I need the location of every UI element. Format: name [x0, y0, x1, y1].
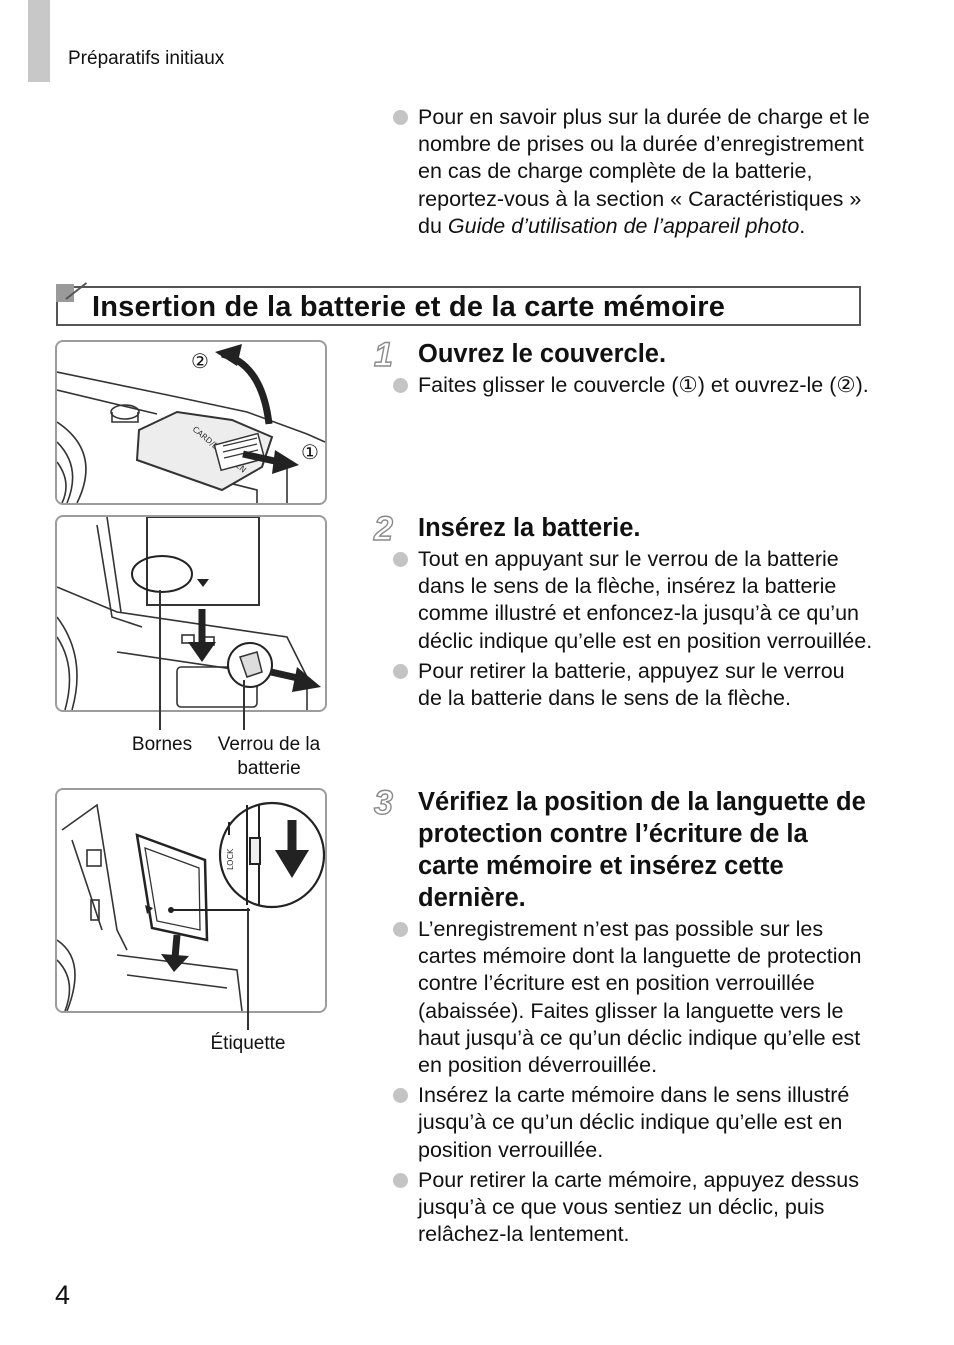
battery-lock-label: Verrou de la batterie [217, 734, 321, 779]
arrow-down-icon [188, 642, 216, 662]
step-number: 3 [374, 784, 393, 822]
intro-text: Pour en savoir plus sur la durée de charge et le nombre de prises ou la durée d’enregistrement en cas de charge complète de la batterie, reportez-vous à la section « Caractéristiques » du [418, 105, 870, 238]
step-bullet: Tout en appuyant sur le verrou de la batterie dans le sens de la flèche, insérez la batterie comme illustré et enfoncez-la jusqu’à ce qu’un déclic indique qu’elle est en position verrouillée. [392, 546, 874, 655]
section-heading-box [56, 286, 861, 326]
figure-insert-battery [55, 515, 327, 712]
intro-end: . [799, 213, 806, 238]
step-title: Ouvrez le couvercle. [418, 340, 667, 368]
step-bullet: Faites glisser le couvercle (①) et ouvrez-le (②). [392, 372, 874, 399]
step-bullets [392, 916, 874, 1248]
guide-title: Guide d’utilisation de l’appareil photo [447, 213, 800, 238]
figure-open-cover [55, 340, 327, 505]
step-bullet: Pour retirer la batterie, appuyez sur le verrou de la batterie dans le sens de la flèche. [392, 658, 874, 712]
step-title: Insérez la batterie. [418, 514, 641, 542]
page-number: 4 [55, 1280, 71, 1310]
step-3 [374, 786, 874, 1248]
card-label-label: Étiquette [210, 1033, 286, 1054]
page-header: Préparatifs initiaux [68, 48, 225, 69]
memory-card-illustration [57, 790, 325, 1011]
step-title: Vérifiez la position de la languette de protection contre l’écriture de la carte mémoire et insérez cette dernière. [418, 788, 866, 912]
step-bullet: Pour retirer la carte mémoire, appuyez dessus jusqu’à ce que vous sentiez un déclic, puis relâchez-la lentement. [392, 1167, 874, 1249]
terminals-leader-line [159, 590, 161, 730]
page-side-tab [28, 0, 50, 82]
arrow-right-icon [272, 450, 299, 474]
lock-switch-label: LOCK [226, 848, 235, 870]
step-number: 1 [374, 336, 393, 374]
intro-bullet [392, 104, 872, 240]
battery-illustration [57, 517, 325, 710]
step-bullets [392, 372, 874, 399]
cover-text: CARD/BAT. [190, 424, 229, 459]
marker-1: ① [301, 440, 319, 464]
step-bullet: L’enregistrement n’est pas possible sur les cartes mémoire dont la languette de protection contre l’écriture est en position verrouillée (abaissée). Faites glisser la languette vers le haut jusqu’à ce qu’un déclic indique qu’elle est en position déverrouillée. [392, 916, 874, 1079]
intro-bullet-list [392, 104, 872, 240]
arrow-right-icon [292, 667, 321, 692]
section-title: Insertion de la batterie et de la carte mémoire [92, 291, 726, 323]
label-leader-line [247, 908, 249, 1030]
step-bullet: Insérez la carte mémoire dans le sens illustré jusqu’à ce qu’un déclic indique qu’elle est en position verrouillée. [392, 1082, 874, 1164]
terminals-label: Bornes [131, 734, 193, 755]
step-1 [374, 338, 874, 399]
step-bullets [392, 546, 874, 712]
figure-insert-card [55, 788, 327, 1013]
lock-leader-line [243, 680, 245, 730]
marker-2: ② [191, 349, 209, 373]
open-cover-illustration [57, 342, 325, 503]
step-number: 2 [374, 510, 393, 548]
step-2 [374, 512, 874, 712]
